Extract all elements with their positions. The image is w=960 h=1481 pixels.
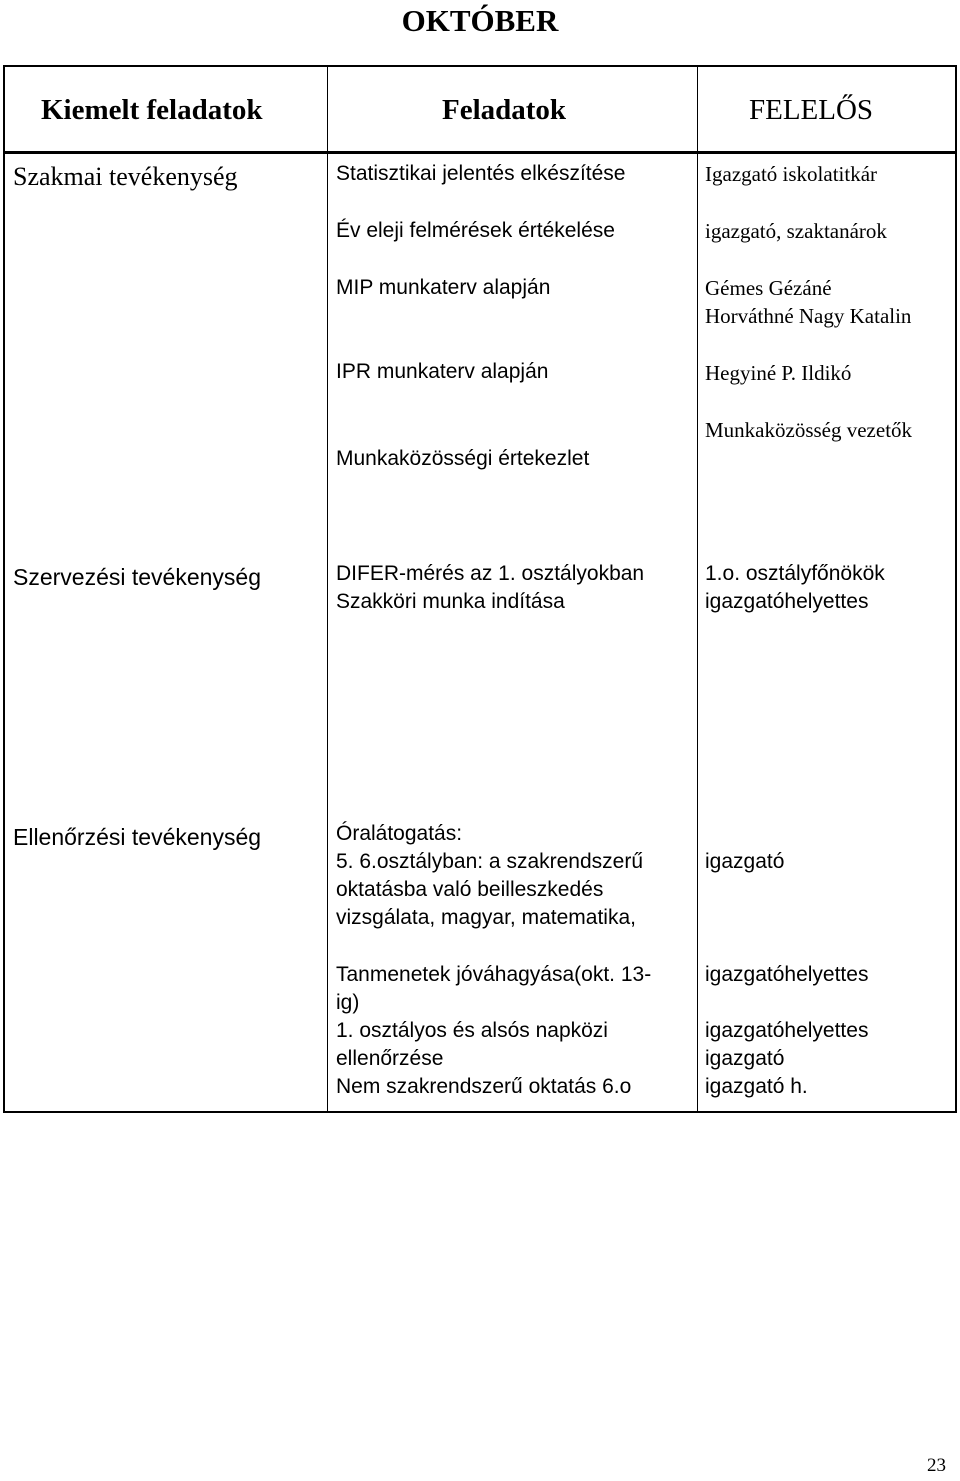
responsible-hegyine-p-ildiko: Hegyiné P. Ildikó — [705, 361, 852, 385]
task-szakrendszeru-line-2: oktatásba való beilleszkedés — [336, 878, 604, 901]
task-napkozi-line-2: ellenőrzése — [336, 1047, 444, 1070]
task-szakkori-munka: Szakköri munka indítása — [336, 590, 565, 613]
task-ev-eleji-felmeresek: Év eleji felmérések értékelése — [336, 219, 615, 242]
task-tanmenetek-line-1: Tanmenetek jóváhagyása(okt. 13- — [336, 963, 652, 986]
responsible-igazgatohelyettes-napkozi: igazgatóhelyettes — [705, 1019, 869, 1042]
responsible-igazgato-ellenorzes: igazgató — [705, 1047, 785, 1070]
task-napkozi-line-1: 1. osztályos és alsós napközi — [336, 1019, 608, 1042]
category-szakmai: Szakmai tevékenység — [13, 162, 238, 191]
schedule-table — [3, 65, 957, 1113]
column-divider-1 — [327, 67, 328, 1111]
column-divider-2 — [697, 67, 698, 1111]
responsible-horvathne-nagy-katalin: Horváthné Nagy Katalin — [705, 304, 912, 328]
header-feladatok: Feladatok — [442, 94, 567, 126]
responsible-igazgatohelyettes: igazgatóhelyettes — [705, 590, 869, 613]
page-number: 23 — [927, 1455, 946, 1476]
header-felelos: FELELŐS — [749, 94, 874, 126]
responsible-igazgato: igazgató — [705, 850, 785, 873]
task-statisztikai-jelentes: Statisztikai jelentés elkészítése — [336, 162, 626, 185]
responsible-igazgato-iskolatitkar: Igazgató iskolatitkár — [705, 162, 878, 186]
header-divider — [5, 151, 955, 154]
task-munkakozossegi-ertekezlet: Munkaközösségi értekezlet — [336, 447, 590, 470]
responsible-gemes-gezane: Gémes Gézáné — [705, 276, 832, 300]
task-difer-meres: DIFER-mérés az 1. osztályokban — [336, 562, 645, 585]
task-tanmenetek-line-2: ig) — [336, 991, 360, 1014]
task-szakrendszeru-line-1: 5. 6.osztályban: a szakrendszerű — [336, 850, 644, 873]
responsible-munkakozosseg-vezetok: Munkaközösség vezetők — [705, 418, 913, 442]
header-kiemelt-feladatok: Kiemelt feladatok — [41, 94, 263, 126]
category-szervezesi: Szervezési tevékenység — [13, 564, 262, 590]
responsible-igazgato-h: igazgató h. — [705, 1075, 808, 1098]
task-oralatogatas: Óralátogatás: — [336, 822, 463, 845]
task-ipr-munkaterv: IPR munkaterv alapján — [336, 360, 549, 383]
responsible-igazgato-szaktanarok: igazgató, szaktanárok — [705, 219, 887, 243]
responsible-igazgatohelyettes-tanmenet: igazgatóhelyettes — [705, 963, 869, 986]
category-ellenorzesi: Ellenőrzési tevékenység — [13, 824, 262, 850]
page-title: OKTÓBER — [401, 3, 559, 38]
task-mip-munkaterv: MIP munkaterv alapján — [336, 276, 551, 299]
task-nem-szakrendszeru: Nem szakrendszerű oktatás 6.o — [336, 1075, 632, 1098]
responsible-osztalyfonokok: 1.o. osztályfőnökök — [705, 562, 885, 585]
task-szakrendszeru-line-3: vizsgálata, magyar, matematika, — [336, 906, 636, 929]
